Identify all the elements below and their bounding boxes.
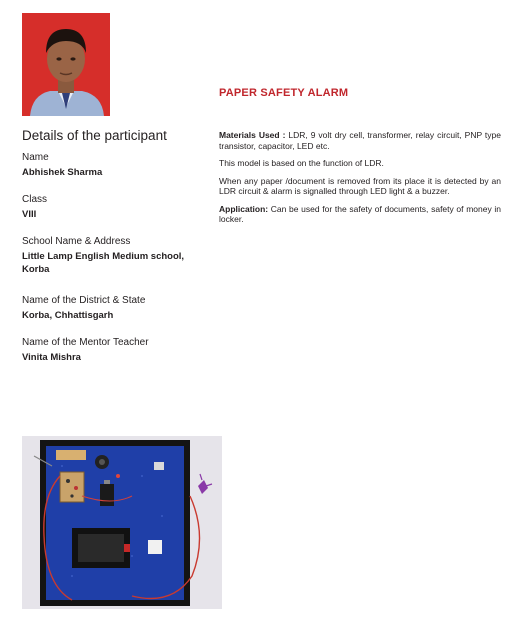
project-title: PAPER SAFETY ALARM (219, 87, 349, 99)
school-value: Little Lamp English Medium school, Korba (22, 251, 185, 275)
name-value: Abhishek Sharma (22, 167, 103, 178)
details-heading: Details of the participant (22, 128, 167, 143)
project-description (219, 130, 501, 232)
circuit-model-image (22, 436, 222, 609)
mentor-field (22, 336, 207, 364)
district-label: Name of the District & State (22, 295, 146, 306)
working-paragraph: When any paper /document is removed from its place it is detected by an LDR circuit & alarm is signalled through LED light & a buzzer. (219, 175, 501, 196)
district-field (22, 294, 207, 322)
district-value: Korba, Chhattisgarh (22, 310, 114, 321)
participant-portrait-image (22, 13, 110, 116)
materials-text: LDR, 9 volt dry cell, transformer, relay circuit, PNP type transistor, capacitor, LED etc. (219, 130, 501, 151)
name-field (22, 151, 207, 179)
school-field (22, 235, 207, 276)
model-photo (22, 436, 222, 609)
mentor-label: Name of the Mentor Teacher (22, 337, 149, 348)
participant-photo (22, 13, 110, 116)
class-field (22, 193, 207, 221)
application-label: Application: (219, 203, 269, 214)
materials-label: Materials Used : (219, 130, 286, 140)
name-label: Name (22, 152, 49, 163)
class-value: VIII (22, 209, 37, 220)
mentor-value: Vinita Mishra (22, 352, 81, 363)
function-paragraph: This model is based on the function of LDR. (219, 158, 384, 168)
class-label: Class (22, 194, 48, 205)
school-label: School Name & Address (22, 236, 131, 247)
participant-details (22, 128, 207, 378)
application-paragraph (219, 204, 501, 225)
materials-paragraph (219, 130, 501, 151)
application-text: Can be used for the safety of documents, safety of money in locker. (219, 203, 501, 224)
